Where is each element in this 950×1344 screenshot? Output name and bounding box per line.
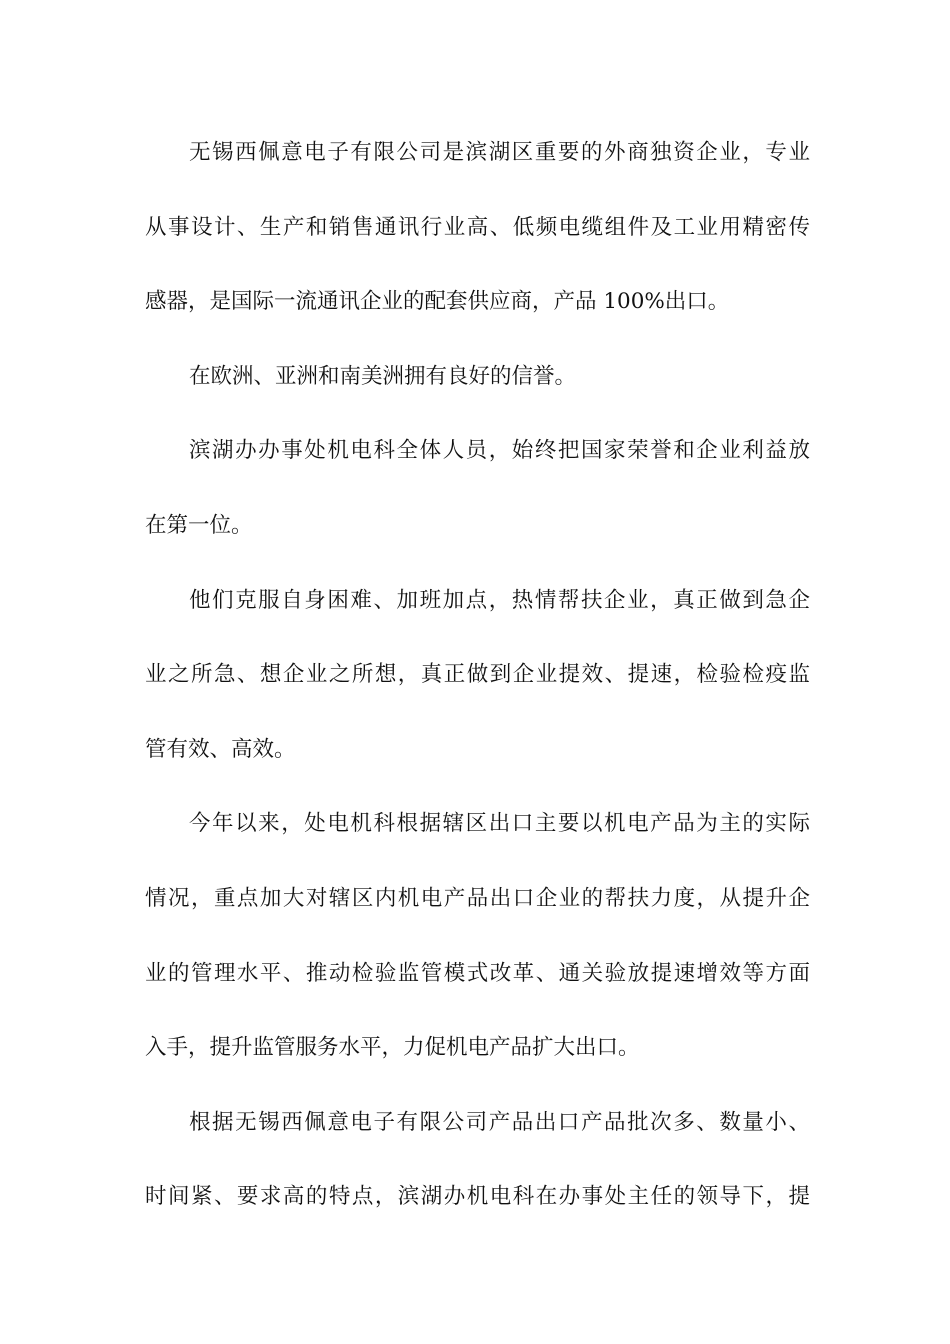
text-line: 入手，提升监管服务水平，力促机电产品扩大出口。 — [145, 1035, 640, 1061]
text-line: 业之所急、想企业之所想，真正做到企业提效、提速，检验检疫监 — [145, 662, 810, 688]
text-line: 业的管理水平、推动检验监管模式改革、通关验放提速增效等方面 — [145, 960, 810, 986]
text-line: 情况，重点加大对辖区内机电产品出口企业的帮扶力度，从提升企 — [145, 885, 810, 911]
text-line: 管有效、高效。 — [145, 736, 296, 762]
text-line: 无锡西佩意电子有限公司是滨湖区重要的外商独资企业，专业 — [189, 140, 810, 165]
text-line: 他们克服自身困难、加班加点，热情帮扶企业，真正做到急企 — [189, 587, 810, 613]
text-line: 从事设计、生产和销售通讯行业高、低频电缆组件及工业用精密传 — [145, 214, 810, 240]
text-line: 滨湖办办事处机电科全体人员，始终把国家荣誉和企业利益放 — [189, 438, 810, 464]
text-line: 感器，是国际一流通讯企业的配套供应商，产品 100%出口。 — [145, 289, 730, 315]
text-line: 在欧洲、亚洲和南美洲拥有良好的信誉。 — [189, 363, 577, 389]
text-line: 时间紧、要求高的特点，滨湖办机电科在办事处主任的领导下，提 — [145, 1184, 810, 1210]
text-line: 今年以来，处电机科根据辖区出口主要以机电产品为主的实际 — [189, 811, 810, 837]
text-line: 根据无锡西佩意电子有限公司产品出口产品批次多、数量小、 — [189, 1109, 810, 1135]
document-body — [145, 128, 810, 1247]
text-line: 在第一位。 — [145, 512, 253, 538]
